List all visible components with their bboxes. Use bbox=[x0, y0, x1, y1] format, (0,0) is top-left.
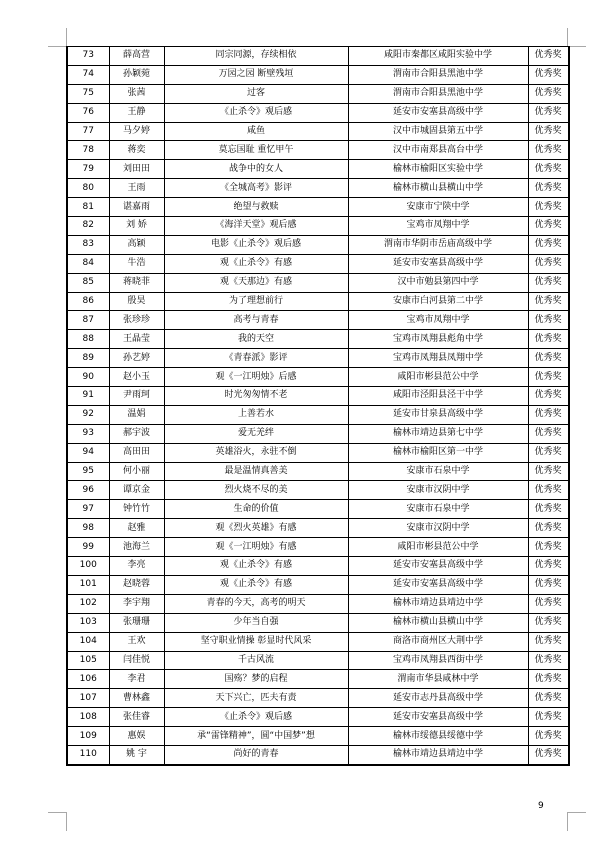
crop-mark-top-right bbox=[567, 28, 586, 47]
table-row bbox=[67, 613, 569, 632]
table-row bbox=[67, 330, 569, 349]
work-title-cell: 观《止杀令》有感 bbox=[164, 254, 348, 273]
student-name-cell: 温娟 bbox=[109, 405, 164, 424]
award-level-cell: 优秀奖 bbox=[528, 368, 569, 387]
school-cell: 榆林市靖边县靖边中学 bbox=[348, 594, 528, 613]
table-row bbox=[67, 443, 569, 462]
school-cell: 宝鸡市凤翔县西街中学 bbox=[348, 651, 528, 670]
table-row bbox=[67, 122, 569, 141]
work-title-cell: 观《天那边》有感 bbox=[164, 273, 348, 292]
student-name-cell: 钟竹竹 bbox=[109, 500, 164, 519]
row-number-cell: 87 bbox=[67, 311, 109, 330]
row-number-cell: 100 bbox=[67, 557, 109, 576]
student-name-cell: 孙颖菀 bbox=[109, 65, 164, 84]
award-level-cell: 优秀奖 bbox=[528, 179, 569, 198]
row-number-cell: 78 bbox=[67, 141, 109, 160]
student-name-cell: 高颖 bbox=[109, 235, 164, 254]
award-level-cell: 优秀奖 bbox=[528, 311, 569, 330]
work-title-cell: 爱无羌绊 bbox=[164, 424, 348, 443]
award-level-cell: 优秀奖 bbox=[528, 292, 569, 311]
page-number: 9 bbox=[538, 801, 544, 811]
row-number-cell: 79 bbox=[67, 160, 109, 179]
student-name-cell: 刘田田 bbox=[109, 160, 164, 179]
row-number-cell: 103 bbox=[67, 613, 109, 632]
school-cell: 延安市安塞县高级中学 bbox=[348, 708, 528, 727]
table-row bbox=[67, 65, 569, 84]
work-title-cell: 高考与青春 bbox=[164, 311, 348, 330]
work-title-cell: 国殇？梦的启程 bbox=[164, 670, 348, 689]
row-number-cell: 73 bbox=[67, 47, 109, 66]
school-cell: 榆林市靖边县靖边中学 bbox=[348, 745, 528, 764]
student-name-cell: 闫佳悦 bbox=[109, 651, 164, 670]
student-name-cell: 尹雨珂 bbox=[109, 387, 164, 406]
student-name-cell: 张珊珊 bbox=[109, 613, 164, 632]
school-cell: 商洛市商州区大荆中学 bbox=[348, 632, 528, 651]
row-number-cell: 106 bbox=[67, 670, 109, 689]
student-name-cell: 刘 娇 bbox=[109, 217, 164, 236]
award-level-cell: 优秀奖 bbox=[528, 462, 569, 481]
work-title-cell: 最是温情真善美 bbox=[164, 462, 348, 481]
work-title-cell: 观《一江明烛》后感 bbox=[164, 368, 348, 387]
row-number-cell: 84 bbox=[67, 254, 109, 273]
student-name-cell: 张佳睿 bbox=[109, 708, 164, 727]
table-row bbox=[67, 179, 569, 198]
crop-mark-bottom-right bbox=[567, 812, 586, 831]
award-level-cell: 优秀奖 bbox=[528, 632, 569, 651]
work-title-cell: 战争中的女人 bbox=[164, 160, 348, 179]
row-number-cell: 75 bbox=[67, 84, 109, 103]
award-level-cell: 优秀奖 bbox=[528, 217, 569, 236]
school-cell: 延安市安塞县高级中学 bbox=[348, 254, 528, 273]
award-level-cell: 优秀奖 bbox=[528, 160, 569, 179]
award-level-cell: 优秀奖 bbox=[528, 708, 569, 727]
work-title-cell: 《海洋天堂》观后感 bbox=[164, 217, 348, 236]
school-cell: 榆林市靖边县第七中学 bbox=[348, 424, 528, 443]
school-cell: 安康市汉阴中学 bbox=[348, 481, 528, 500]
school-cell: 安康市宁陕中学 bbox=[348, 198, 528, 217]
work-title-cell: 英雄浴火，永驻不倒 bbox=[164, 443, 348, 462]
school-cell: 安康市汉阴中学 bbox=[348, 519, 528, 538]
student-name-cell: 赵晓蓉 bbox=[109, 575, 164, 594]
row-number-cell: 76 bbox=[67, 103, 109, 122]
student-name-cell: 曹林鑫 bbox=[109, 689, 164, 708]
student-name-cell: 李亮 bbox=[109, 557, 164, 576]
student-name-cell: 张茜 bbox=[109, 84, 164, 103]
school-cell: 宝鸡市凤翔县凤翔中学 bbox=[348, 349, 528, 368]
work-title-cell: 《全城高考》影评 bbox=[164, 179, 348, 198]
award-level-cell: 优秀奖 bbox=[528, 273, 569, 292]
award-level-cell: 优秀奖 bbox=[528, 575, 569, 594]
award-table bbox=[66, 46, 570, 766]
award-level-cell: 优秀奖 bbox=[528, 500, 569, 519]
award-table-body bbox=[67, 47, 569, 765]
row-number-cell: 98 bbox=[67, 519, 109, 538]
work-title-cell: 我的天空 bbox=[164, 330, 348, 349]
table-row bbox=[67, 538, 569, 557]
work-title-cell: 为了理想前行 bbox=[164, 292, 348, 311]
table-row bbox=[67, 292, 569, 311]
work-title-cell: 过客 bbox=[164, 84, 348, 103]
student-name-cell: 孙艺婷 bbox=[109, 349, 164, 368]
row-number-cell: 88 bbox=[67, 330, 109, 349]
school-cell: 汉中市城固县第五中学 bbox=[348, 122, 528, 141]
student-name-cell: 郝宇波 bbox=[109, 424, 164, 443]
award-level-cell: 优秀奖 bbox=[528, 235, 569, 254]
work-title-cell: 千古风流 bbox=[164, 651, 348, 670]
row-number-cell: 110 bbox=[67, 745, 109, 764]
award-level-cell: 优秀奖 bbox=[528, 122, 569, 141]
row-number-cell: 94 bbox=[67, 443, 109, 462]
row-number-cell: 108 bbox=[67, 708, 109, 727]
table-row bbox=[67, 557, 569, 576]
crop-mark-top-left bbox=[48, 28, 67, 47]
award-level-cell: 优秀奖 bbox=[528, 47, 569, 66]
school-cell: 延安市志丹县高级中学 bbox=[348, 689, 528, 708]
work-title-cell: 观《一江明烛》有感 bbox=[164, 538, 348, 557]
work-title-cell: 《止杀令》观后感 bbox=[164, 708, 348, 727]
work-title-cell: 咸鱼 bbox=[164, 122, 348, 141]
table-row bbox=[67, 689, 569, 708]
row-number-cell: 89 bbox=[67, 349, 109, 368]
award-level-cell: 优秀奖 bbox=[528, 84, 569, 103]
row-number-cell: 96 bbox=[67, 481, 109, 500]
row-number-cell: 90 bbox=[67, 368, 109, 387]
table-row bbox=[67, 745, 569, 764]
table-row bbox=[67, 594, 569, 613]
work-title-cell: 《青春派》影评 bbox=[164, 349, 348, 368]
work-title-cell: 绝望与救赎 bbox=[164, 198, 348, 217]
row-number-cell: 83 bbox=[67, 235, 109, 254]
award-level-cell: 优秀奖 bbox=[528, 198, 569, 217]
student-name-cell: 蒋奕 bbox=[109, 141, 164, 160]
student-name-cell: 薛高营 bbox=[109, 47, 164, 66]
school-cell: 榆林市横山县横山中学 bbox=[348, 613, 528, 632]
row-number-cell: 74 bbox=[67, 65, 109, 84]
table-row bbox=[67, 387, 569, 406]
student-name-cell: 惠娱 bbox=[109, 727, 164, 746]
work-title-cell: 同宗同源，存续相依 bbox=[164, 47, 348, 66]
school-cell: 汉中市勉县第四中学 bbox=[348, 273, 528, 292]
table-row bbox=[67, 160, 569, 179]
row-number-cell: 99 bbox=[67, 538, 109, 557]
table-row bbox=[67, 651, 569, 670]
work-title-cell: 《止杀令》观后感 bbox=[164, 103, 348, 122]
work-title-cell: 莫忘国耻 重忆甲午 bbox=[164, 141, 348, 160]
work-title-cell: 天下兴亡，匹夫有责 bbox=[164, 689, 348, 708]
school-cell: 渭南市华阴市岳庙高级中学 bbox=[348, 235, 528, 254]
table-row bbox=[67, 235, 569, 254]
work-title-cell: 坚守职业情操 彰显时代风采 bbox=[164, 632, 348, 651]
school-cell: 宝鸡市凤翔中学 bbox=[348, 311, 528, 330]
school-cell: 延安市安塞县高级中学 bbox=[348, 103, 528, 122]
work-title-cell: 尚好的青春 bbox=[164, 745, 348, 764]
table-row bbox=[67, 424, 569, 443]
award-level-cell: 优秀奖 bbox=[528, 557, 569, 576]
row-number-cell: 109 bbox=[67, 727, 109, 746]
school-cell: 咸阳市泾阳县泾干中学 bbox=[348, 387, 528, 406]
school-cell: 渭南市合阳县黑池中学 bbox=[348, 65, 528, 84]
table-row bbox=[67, 708, 569, 727]
table-row bbox=[67, 481, 569, 500]
table-row bbox=[67, 273, 569, 292]
school-cell: 汉中市南郑县高台中学 bbox=[348, 141, 528, 160]
award-level-cell: 优秀奖 bbox=[528, 103, 569, 122]
work-title-cell: 万园之园 断壁残垣 bbox=[164, 65, 348, 84]
school-cell: 安康市石泉中学 bbox=[348, 462, 528, 481]
award-level-cell: 优秀奖 bbox=[528, 670, 569, 689]
student-name-cell: 何小丽 bbox=[109, 462, 164, 481]
school-cell: 延安市安塞县高级中学 bbox=[348, 575, 528, 594]
table-row bbox=[67, 632, 569, 651]
student-name-cell: 王欢 bbox=[109, 632, 164, 651]
work-title-cell: 电影《止杀令》观后感 bbox=[164, 235, 348, 254]
row-number-cell: 95 bbox=[67, 462, 109, 481]
table-row bbox=[67, 84, 569, 103]
award-level-cell: 优秀奖 bbox=[528, 330, 569, 349]
row-number-cell: 77 bbox=[67, 122, 109, 141]
table-row bbox=[67, 727, 569, 746]
award-level-cell: 优秀奖 bbox=[528, 613, 569, 632]
row-number-cell: 85 bbox=[67, 273, 109, 292]
work-title-cell: 少年当自强 bbox=[164, 613, 348, 632]
award-level-cell: 优秀奖 bbox=[528, 349, 569, 368]
table-row bbox=[67, 405, 569, 424]
student-name-cell: 李宇翔 bbox=[109, 594, 164, 613]
work-title-cell: 观《烈火英雄》有感 bbox=[164, 519, 348, 538]
row-number-cell: 97 bbox=[67, 500, 109, 519]
work-title-cell: 烈火烧不尽的美 bbox=[164, 481, 348, 500]
student-name-cell: 王晶莹 bbox=[109, 330, 164, 349]
table-row bbox=[67, 198, 569, 217]
work-title-cell: 生命的价值 bbox=[164, 500, 348, 519]
row-number-cell: 91 bbox=[67, 387, 109, 406]
table-row bbox=[67, 217, 569, 236]
award-level-cell: 优秀奖 bbox=[528, 443, 569, 462]
school-cell: 渭南市合阳县黑池中学 bbox=[348, 84, 528, 103]
row-number-cell: 93 bbox=[67, 424, 109, 443]
student-name-cell: 高田田 bbox=[109, 443, 164, 462]
student-name-cell: 牛浩 bbox=[109, 254, 164, 273]
student-name-cell: 马夕婷 bbox=[109, 122, 164, 141]
award-level-cell: 优秀奖 bbox=[528, 651, 569, 670]
school-cell: 安康市白河县第二中学 bbox=[348, 292, 528, 311]
award-level-cell: 优秀奖 bbox=[528, 387, 569, 406]
row-number-cell: 104 bbox=[67, 632, 109, 651]
school-cell: 延安市安塞县高级中学 bbox=[348, 557, 528, 576]
award-level-cell: 优秀奖 bbox=[528, 594, 569, 613]
student-name-cell: 谭京金 bbox=[109, 481, 164, 500]
work-title-cell: 观《止杀令》有感 bbox=[164, 557, 348, 576]
table-row bbox=[67, 519, 569, 538]
student-name-cell: 王静 bbox=[109, 103, 164, 122]
award-level-cell: 优秀奖 bbox=[528, 424, 569, 443]
table-row bbox=[67, 47, 569, 66]
school-cell: 宝鸡市凤翔中学 bbox=[348, 217, 528, 236]
row-number-cell: 80 bbox=[67, 179, 109, 198]
school-cell: 榆林市榆阳区第一中学 bbox=[348, 443, 528, 462]
row-number-cell: 82 bbox=[67, 217, 109, 236]
school-cell: 咸阳市彬县范公中学 bbox=[348, 538, 528, 557]
row-number-cell: 107 bbox=[67, 689, 109, 708]
award-level-cell: 优秀奖 bbox=[528, 538, 569, 557]
student-name-cell: 张珍珍 bbox=[109, 311, 164, 330]
table-row bbox=[67, 368, 569, 387]
student-name-cell: 李君 bbox=[109, 670, 164, 689]
row-number-cell: 105 bbox=[67, 651, 109, 670]
school-cell: 延安市甘泉县高级中学 bbox=[348, 405, 528, 424]
student-name-cell: 谌嘉雨 bbox=[109, 198, 164, 217]
school-cell: 咸阳市彬县范公中学 bbox=[348, 368, 528, 387]
work-title-cell: 上善若水 bbox=[164, 405, 348, 424]
school-cell: 渭南市华县咸林中学 bbox=[348, 670, 528, 689]
work-title-cell: 时光匆匆情不老 bbox=[164, 387, 348, 406]
award-level-cell: 优秀奖 bbox=[528, 254, 569, 273]
row-number-cell: 86 bbox=[67, 292, 109, 311]
student-name-cell: 赵雅 bbox=[109, 519, 164, 538]
school-cell: 榆林市绥德县绥德中学 bbox=[348, 727, 528, 746]
row-number-cell: 101 bbox=[67, 575, 109, 594]
student-name-cell: 姚 宇 bbox=[109, 745, 164, 764]
award-level-cell: 优秀奖 bbox=[528, 727, 569, 746]
table-row bbox=[67, 462, 569, 481]
award-level-cell: 优秀奖 bbox=[528, 519, 569, 538]
row-number-cell: 102 bbox=[67, 594, 109, 613]
table-row bbox=[67, 103, 569, 122]
table-row bbox=[67, 141, 569, 160]
work-title-cell: 承“雷锋精神”，圆“中国梦”想 bbox=[164, 727, 348, 746]
work-title-cell: 观《止杀令》有感 bbox=[164, 575, 348, 594]
student-name-cell: 赵小玉 bbox=[109, 368, 164, 387]
award-level-cell: 优秀奖 bbox=[528, 141, 569, 160]
table-row bbox=[67, 349, 569, 368]
school-cell: 宝鸡市凤翔县彪角中学 bbox=[348, 330, 528, 349]
table-row bbox=[67, 500, 569, 519]
table-row bbox=[67, 575, 569, 594]
row-number-cell: 81 bbox=[67, 198, 109, 217]
table-row bbox=[67, 670, 569, 689]
school-cell: 咸阳市秦都区咸阳实验中学 bbox=[348, 47, 528, 66]
work-title-cell: 青春的今天，高考的明天 bbox=[164, 594, 348, 613]
table-row bbox=[67, 311, 569, 330]
award-level-cell: 优秀奖 bbox=[528, 481, 569, 500]
school-cell: 榆林市横山县横山中学 bbox=[348, 179, 528, 198]
table-row bbox=[67, 254, 569, 273]
award-level-cell: 优秀奖 bbox=[528, 745, 569, 764]
student-name-cell: 池海兰 bbox=[109, 538, 164, 557]
award-level-cell: 优秀奖 bbox=[528, 65, 569, 84]
award-level-cell: 优秀奖 bbox=[528, 689, 569, 708]
school-cell: 安康市石泉中学 bbox=[348, 500, 528, 519]
crop-mark-bottom-left bbox=[48, 812, 67, 831]
student-name-cell: 王雨 bbox=[109, 179, 164, 198]
student-name-cell: 殷昊 bbox=[109, 292, 164, 311]
row-number-cell: 92 bbox=[67, 405, 109, 424]
award-level-cell: 优秀奖 bbox=[528, 405, 569, 424]
student-name-cell: 蒋晓菲 bbox=[109, 273, 164, 292]
school-cell: 榆林市榆阳区实验中学 bbox=[348, 160, 528, 179]
